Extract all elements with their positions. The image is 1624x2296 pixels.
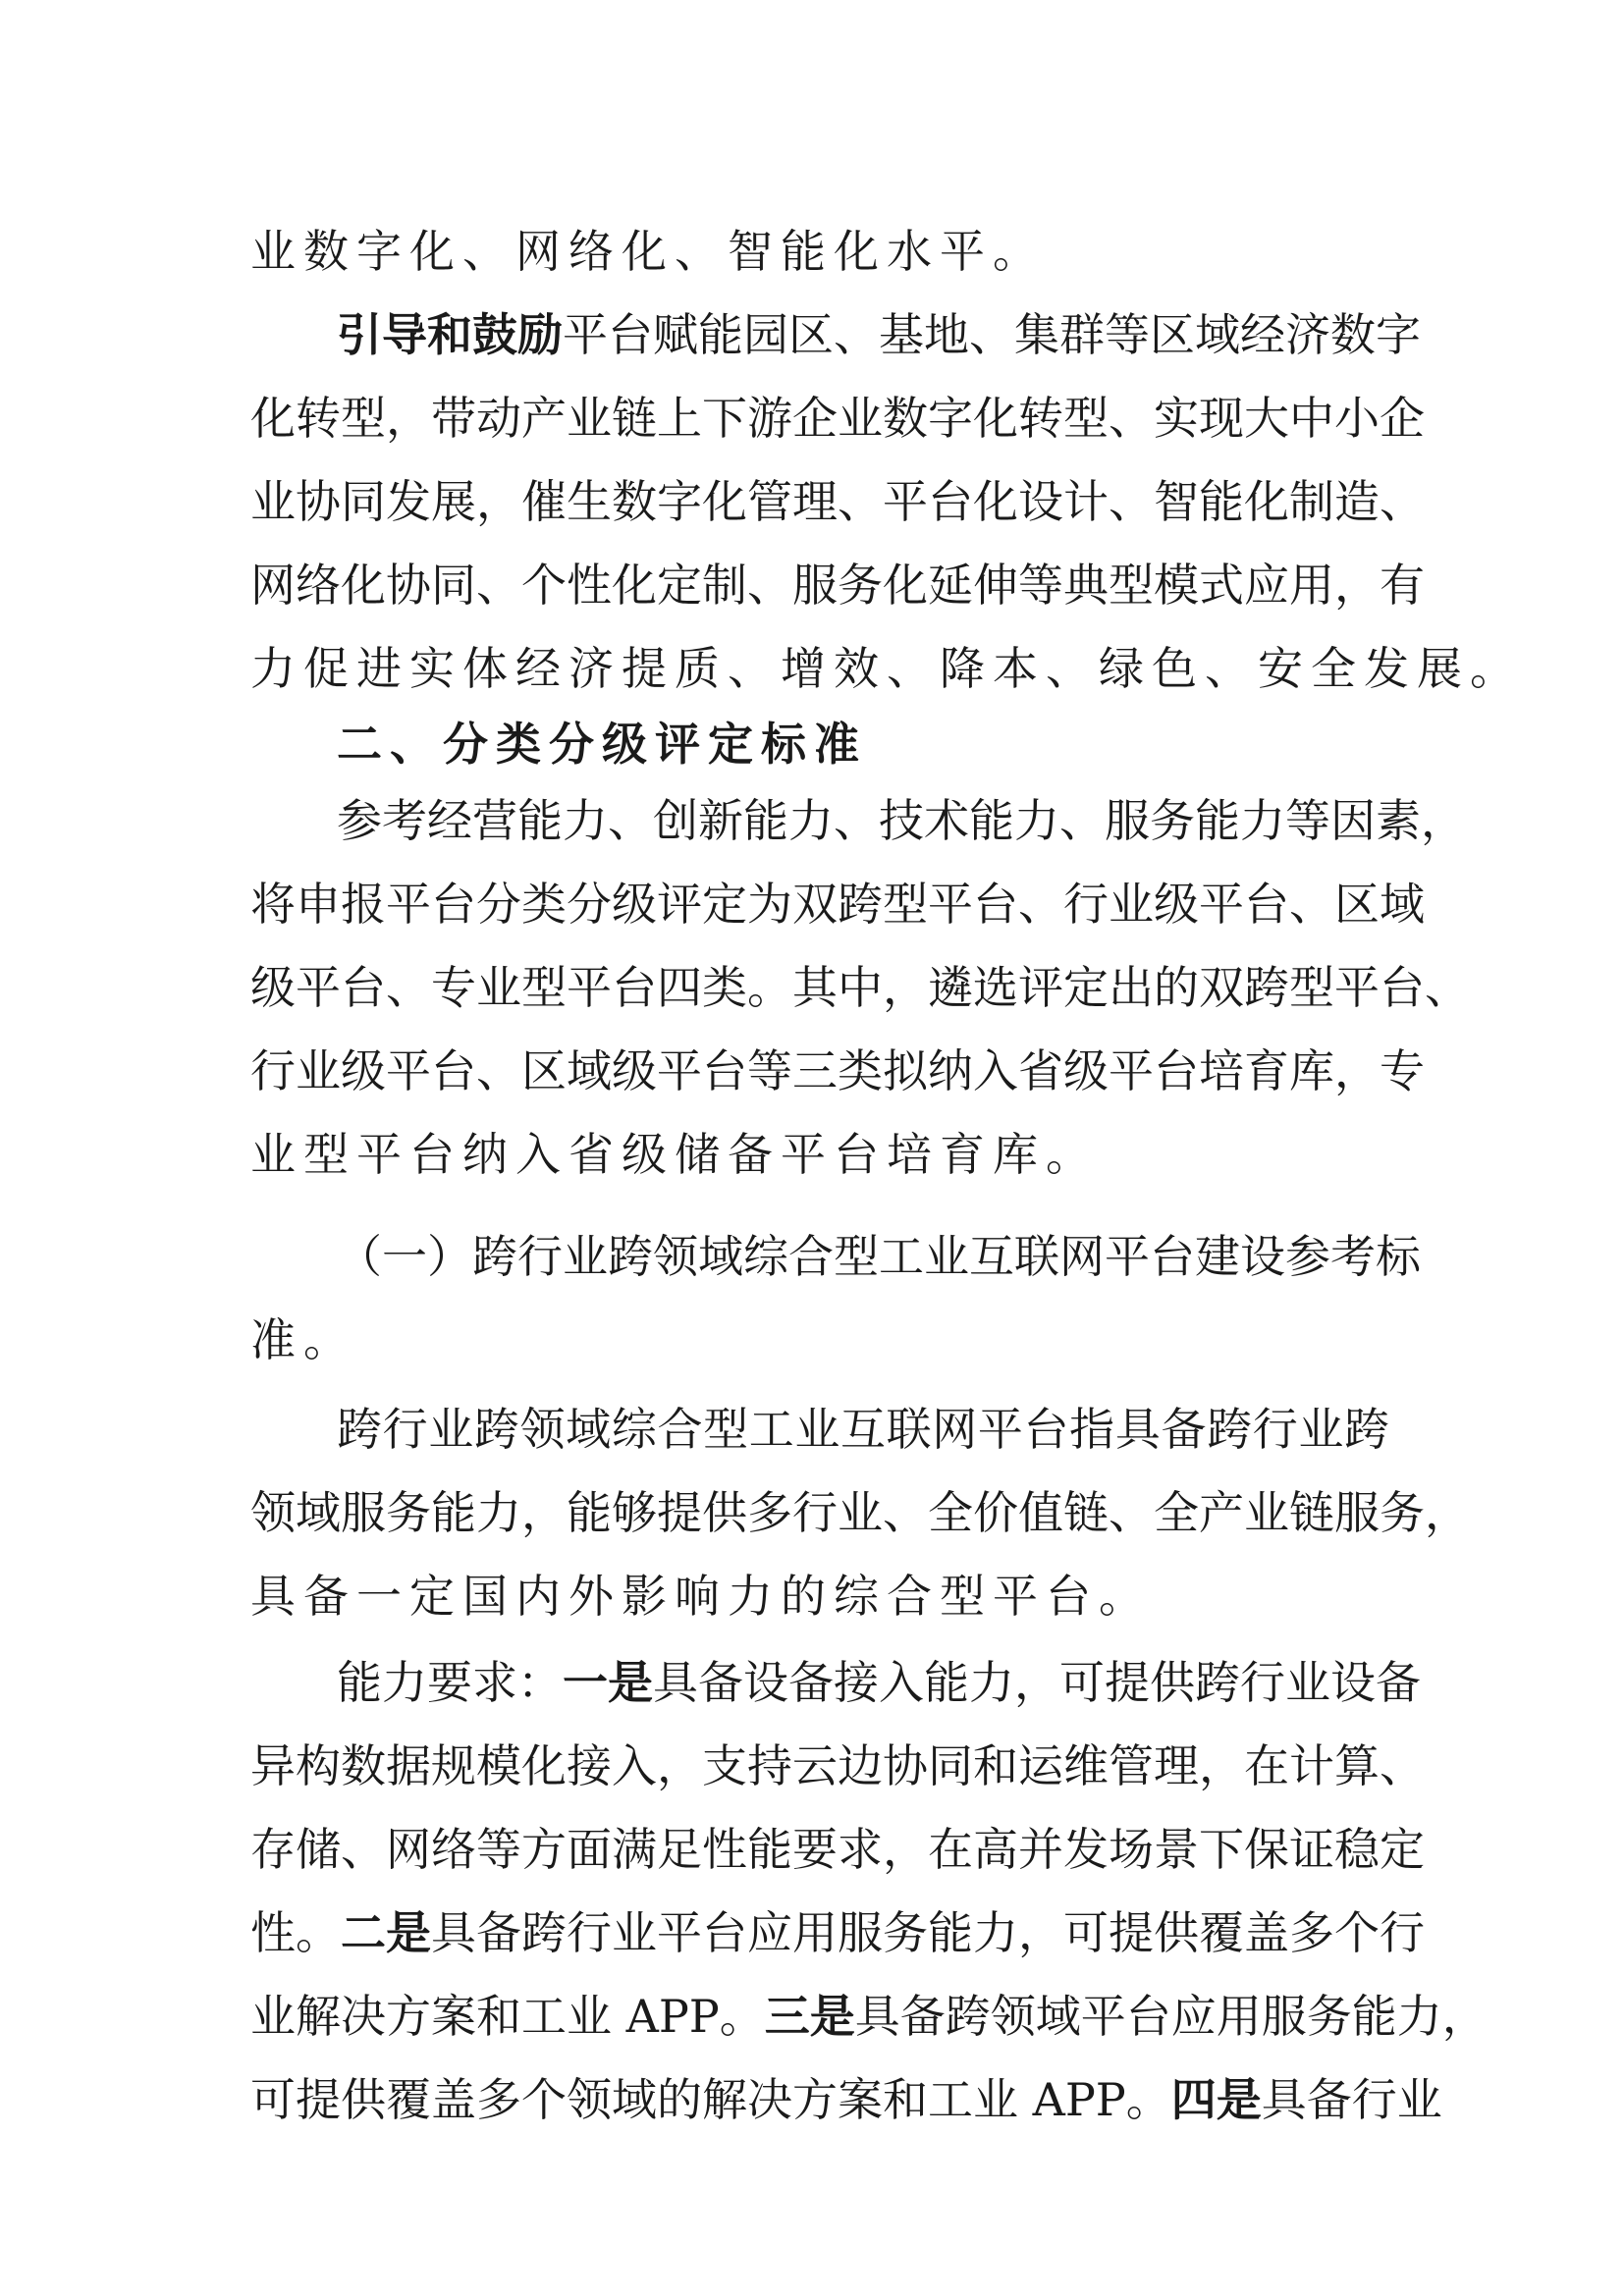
paragraph-line: 将申报平台分类分级评定为双跨型平台、行业级平台、区域: [250, 878, 1425, 931]
paragraph-line: 业协同发展，催生数字化管理、平台化设计、智能化制造、: [250, 475, 1425, 528]
paragraph-line: 业数字化、网络化、智能化水平。: [250, 225, 1046, 278]
body-text: 性。: [250, 1906, 341, 1959]
body-text: 具备设备接入能力，可提供跨行业设备: [653, 1656, 1421, 1709]
body-text: 平台赋能园区、基地、集群等区域经济数字: [563, 308, 1421, 361]
paragraph-line: 存储、网络等方面满足性能要求，在高并发场景下保证稳定: [250, 1823, 1425, 1876]
paragraph-line: 业型平台纳入省级储备平台培育库。: [250, 1128, 1099, 1181]
emphasis-text: 三是: [764, 1990, 855, 2043]
paragraph-line: 异构数据规模化接入，支持云边协同和运维管理，在计算、: [250, 1739, 1425, 1792]
emphasis-text: 二是: [341, 1906, 431, 1959]
body-text: 具备行业: [1261, 2073, 1442, 2126]
paragraph-line: 网络化协同、个性化定制、服务化延伸等典型模式应用，有: [250, 559, 1425, 612]
paragraph-line: [250, 2072, 1442, 2127]
emphasis-text: 引导和鼓励: [337, 308, 563, 361]
subsection-heading: （一）跨行业跨领域综合型工业互联网平台建设参考标: [337, 1230, 1421, 1283]
paragraph-line: 具备一定国内外影响力的综合型平台。: [250, 1570, 1152, 1623]
body-text: 可提供覆盖多个领域的解决方案和工业 APP。: [250, 2073, 1171, 2126]
paragraph-line: [250, 1989, 1488, 2044]
paragraph-line: 力促进实体经济提质、增效、降本、绿色、安全发展。: [250, 642, 1523, 695]
paragraph-line: 参考经营能力、创新能力、技术能力、服务能力等因素，: [337, 794, 1466, 847]
body-text: 具备跨领域平台应用服务能力，: [854, 1990, 1488, 2043]
paragraph-line: [250, 1905, 1425, 1960]
paragraph-line: [337, 307, 1421, 362]
emphasis-text: 四是: [1170, 2073, 1262, 2126]
emphasis-text: 一是: [563, 1656, 653, 1709]
body-text: 能力要求：: [337, 1656, 563, 1709]
body-text: 具备跨行业平台应用服务能力，可提供覆盖多个行: [431, 1906, 1425, 1959]
paragraph-line: 化转型，带动产业链上下游企业数字化转型、实现大中小企: [250, 392, 1425, 445]
body-text: 业解决方案和工业 APP。: [250, 1990, 765, 2043]
subsection-heading-continued: 准。: [250, 1313, 356, 1366]
paragraph-line: 跨行业跨领域综合型工业互联网平台指具备跨行业跨: [337, 1403, 1389, 1456]
paragraph-line: 行业级平台、区域级平台等三类拟纳入省级平台培育库，专: [250, 1044, 1425, 1097]
section-heading: 二、分类分级评定标准: [337, 718, 867, 771]
paragraph-line: 级平台、专业型平台四类。其中，遴选评定出的双跨型平台、: [250, 961, 1470, 1014]
paragraph-line: 领域服务能力，能够提供多行业、全价值链、全产业链服务，: [250, 1486, 1470, 1539]
paragraph-line: [337, 1655, 1421, 1710]
